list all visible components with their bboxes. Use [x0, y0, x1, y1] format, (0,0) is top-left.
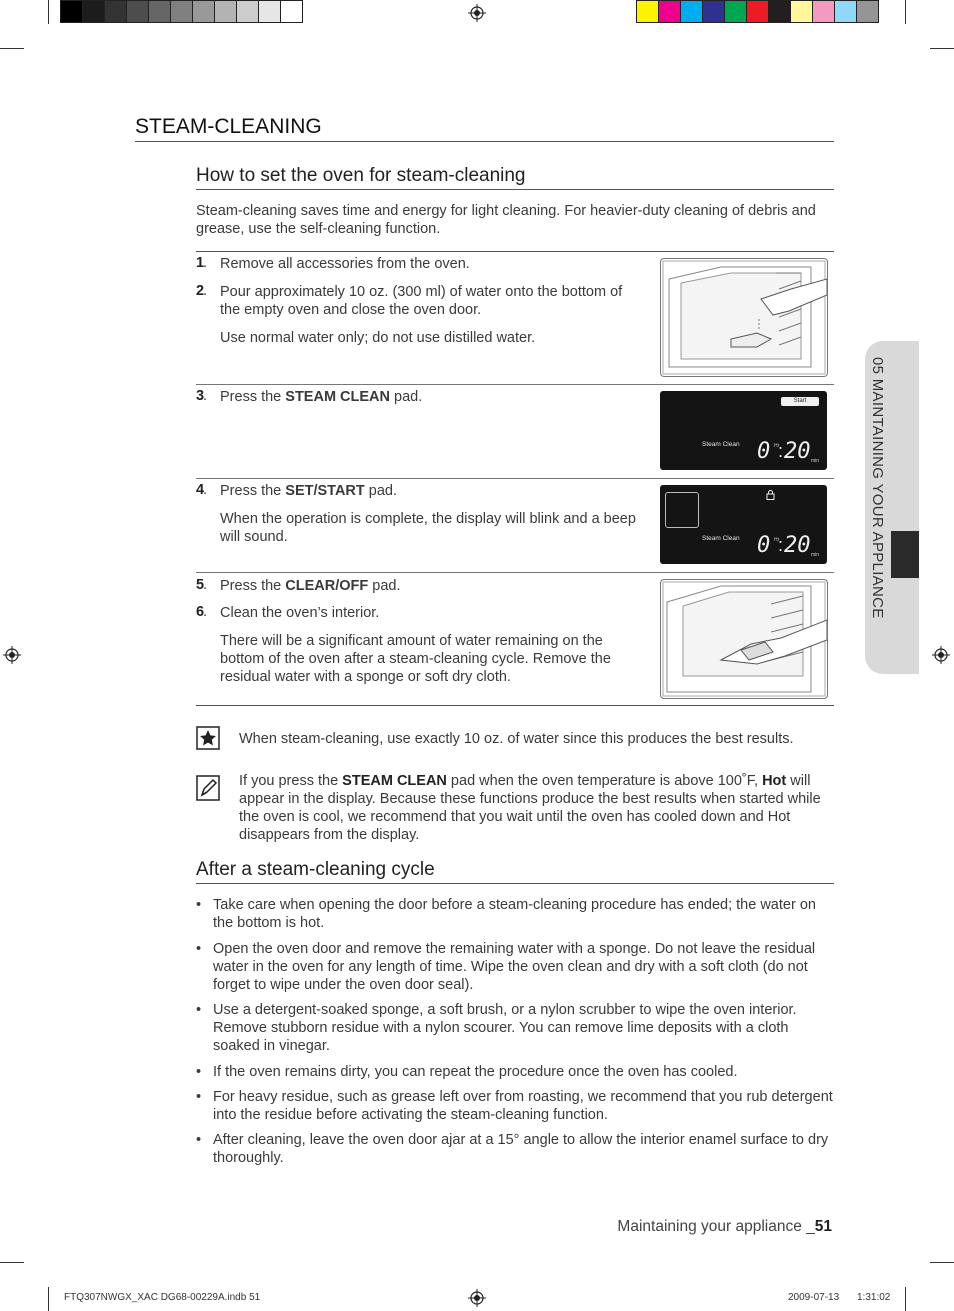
step-note: When the operation is complete, the display will blink and a beep will sound. — [220, 511, 636, 545]
crop-mark — [930, 48, 954, 49]
color-swatch — [702, 0, 725, 23]
page-footer — [560, 1218, 832, 1236]
color-swatch — [636, 0, 659, 23]
crop-mark — [930, 1262, 954, 1263]
color-swatch — [192, 0, 215, 23]
slug-file: FTQ307NWGX_XAC DG68-00229A.indb 51 — [64, 1292, 261, 1303]
subsection-rule — [196, 883, 834, 884]
slug-time: 1:31:02 — [857, 1292, 891, 1303]
crop-mark — [0, 1262, 24, 1263]
list-item: • After cleaning, leave the oven door ajar at a 15° angle to allow the interior enamel surface to dry thoroughly. — [196, 1132, 829, 1166]
color-swatch — [104, 0, 127, 23]
crop-mark — [0, 48, 24, 49]
side-tab-marker — [891, 531, 919, 578]
color-swatch — [768, 0, 791, 23]
color-swatch — [170, 0, 193, 23]
subsection-rule — [196, 189, 834, 190]
tip-star-icon — [196, 726, 220, 750]
timer-minutes: 20 — [784, 439, 811, 464]
step-note: Use normal water only; do not use distilled water. — [220, 330, 536, 346]
page-number: 51 — [814, 1218, 832, 1235]
list-item: • Use a detergent-soaked sponge, a soft brush, or a nylon scrubber to wipe the oven interior. Remove stubborn residue with a nylon scourer. You can remove lime deposits with a cloth soaked in vinegar. — [196, 1002, 797, 1054]
step-number: 3 — [196, 388, 205, 404]
step-number: 5 — [196, 577, 205, 593]
timer-hours: 0 — [757, 533, 771, 558]
timer-hours: 0 — [757, 439, 771, 464]
table-rule — [196, 572, 834, 573]
oven-water-illustration — [660, 258, 828, 377]
list-item: • Take care when opening the door before a steam-cleaning procedure has ended; the water on the bottom is hot. — [196, 897, 816, 931]
section-rule — [135, 141, 834, 142]
crop-mark — [905, 1287, 906, 1311]
table-rule — [196, 705, 834, 706]
list-item: • Open the oven door and remove the remaining water with a sponge. Do not leave the residual water in the oven for any length of time. Wipe the oven clean and dry with a soft cloth (do not forget to wipe under the oven door seal). — [196, 941, 816, 993]
subsection-title: How to set the oven for steam-cleaning — [196, 165, 526, 186]
registration-mark-icon — [3, 646, 21, 664]
timer-minutes: 20 — [784, 533, 811, 558]
note-text: If you press the STEAM CLEAN pad when the oven temperature is above 100˚F, Hot will appear in the display. Because these functions produce the best results when started while the oven is cool, we recommend that you wait until the oven has cooled down and Hot disappears from the display. — [239, 773, 821, 843]
color-swatch — [790, 0, 813, 23]
oven-wipe-icon — [661, 580, 827, 698]
registration-mark-icon — [932, 646, 950, 664]
color-swatch — [724, 0, 747, 23]
step-note: There will be a significant amount of water remaining on the bottom of the oven after a steam-cleaning cycle. Remove the residual water with a sponge or soft dry cloth. — [220, 633, 611, 685]
step-text: Remove all accessories from the oven. — [220, 256, 470, 272]
step-text: Clean the oven’s interior. — [220, 605, 380, 621]
oven-wipe-illustration — [660, 579, 828, 699]
steam-clean-pad-label: STEAM CLEAN — [285, 389, 391, 405]
start-indicator: Start — [781, 397, 819, 406]
hr-unit: Hr — [774, 443, 780, 449]
hr-unit: Hr — [774, 537, 780, 543]
color-swatch — [214, 0, 237, 23]
step-text: Press the STEAM CLEAN pad. — [220, 389, 423, 405]
color-swatch — [856, 0, 879, 23]
color-swatch — [746, 0, 769, 23]
color-swatch — [834, 0, 857, 23]
step-text: Pour approximately 10 oz. (300 ml) of water onto the bottom of the empty oven and close the oven door. — [220, 284, 623, 318]
color-swatch — [280, 0, 303, 23]
table-rule — [196, 251, 834, 252]
note-pencil-icon — [196, 775, 220, 801]
footer-label: Maintaining your appliance _ — [617, 1218, 815, 1235]
gray-calibration-bar — [61, 0, 303, 23]
crop-mark — [48, 0, 49, 24]
mode-label: Steam Clean — [702, 441, 740, 448]
step-number: 4 — [196, 482, 205, 498]
list-item: • For heavy residue, such as grease left over from roasting, we recommend that you rub detergent into the residue before activating the steam-cleaning function. — [196, 1089, 833, 1123]
step-number: 6 — [196, 604, 205, 620]
door-indicator — [665, 492, 699, 528]
color-swatch — [148, 0, 171, 23]
color-swatch — [126, 0, 149, 23]
oven-pour-icon — [661, 259, 827, 376]
timer-colon: : — [778, 535, 784, 555]
subsection-title: After a steam-cleaning cycle — [196, 859, 435, 880]
control-display — [660, 485, 827, 564]
mode-label: Steam Clean — [702, 535, 740, 542]
step-number: 2 — [196, 283, 205, 299]
color-swatch — [812, 0, 835, 23]
set-start-pad-label: SET/START — [285, 483, 365, 499]
min-unit: min — [811, 458, 820, 464]
section-title: STEAM-CLEANING — [135, 115, 322, 138]
step-text: Press the CLEAR/OFF pad. — [220, 578, 401, 594]
step-text: Press the SET/START pad. — [220, 483, 398, 499]
color-swatch — [60, 0, 83, 23]
color-swatch — [236, 0, 259, 23]
tip-text: When steam-cleaning, use exactly 10 oz. of water since this produces the best results. — [239, 731, 794, 747]
crop-mark — [905, 0, 906, 24]
registration-mark-icon — [468, 4, 486, 22]
side-tab-label: 05 MAINTAINING YOUR APPLIANCE — [869, 357, 886, 619]
lock-icon — [766, 490, 775, 500]
color-swatch — [258, 0, 281, 23]
color-swatch — [658, 0, 681, 23]
color-swatch — [82, 0, 105, 23]
crop-mark — [48, 1287, 49, 1311]
color-calibration-bar — [637, 0, 879, 23]
color-swatch — [680, 0, 703, 23]
min-unit: min — [811, 552, 820, 558]
step-number: 1 — [196, 255, 205, 271]
intro-paragraph: Steam-cleaning saves time and energy for light cleaning. For heavier-duty cleaning of debris and grease, use the self-cleaning function. — [196, 203, 816, 237]
table-rule — [196, 478, 834, 479]
table-rule — [196, 384, 834, 385]
list-item: • If the oven remains dirty, you can repeat the procedure once the oven has cooled. — [196, 1064, 738, 1080]
slug-date: 2009-07-13 — [788, 1292, 840, 1303]
control-display — [660, 391, 827, 470]
registration-mark-icon — [468, 1289, 486, 1307]
clear-off-pad-label: CLEAR/OFF — [285, 578, 369, 594]
timer-colon: : — [778, 441, 784, 461]
